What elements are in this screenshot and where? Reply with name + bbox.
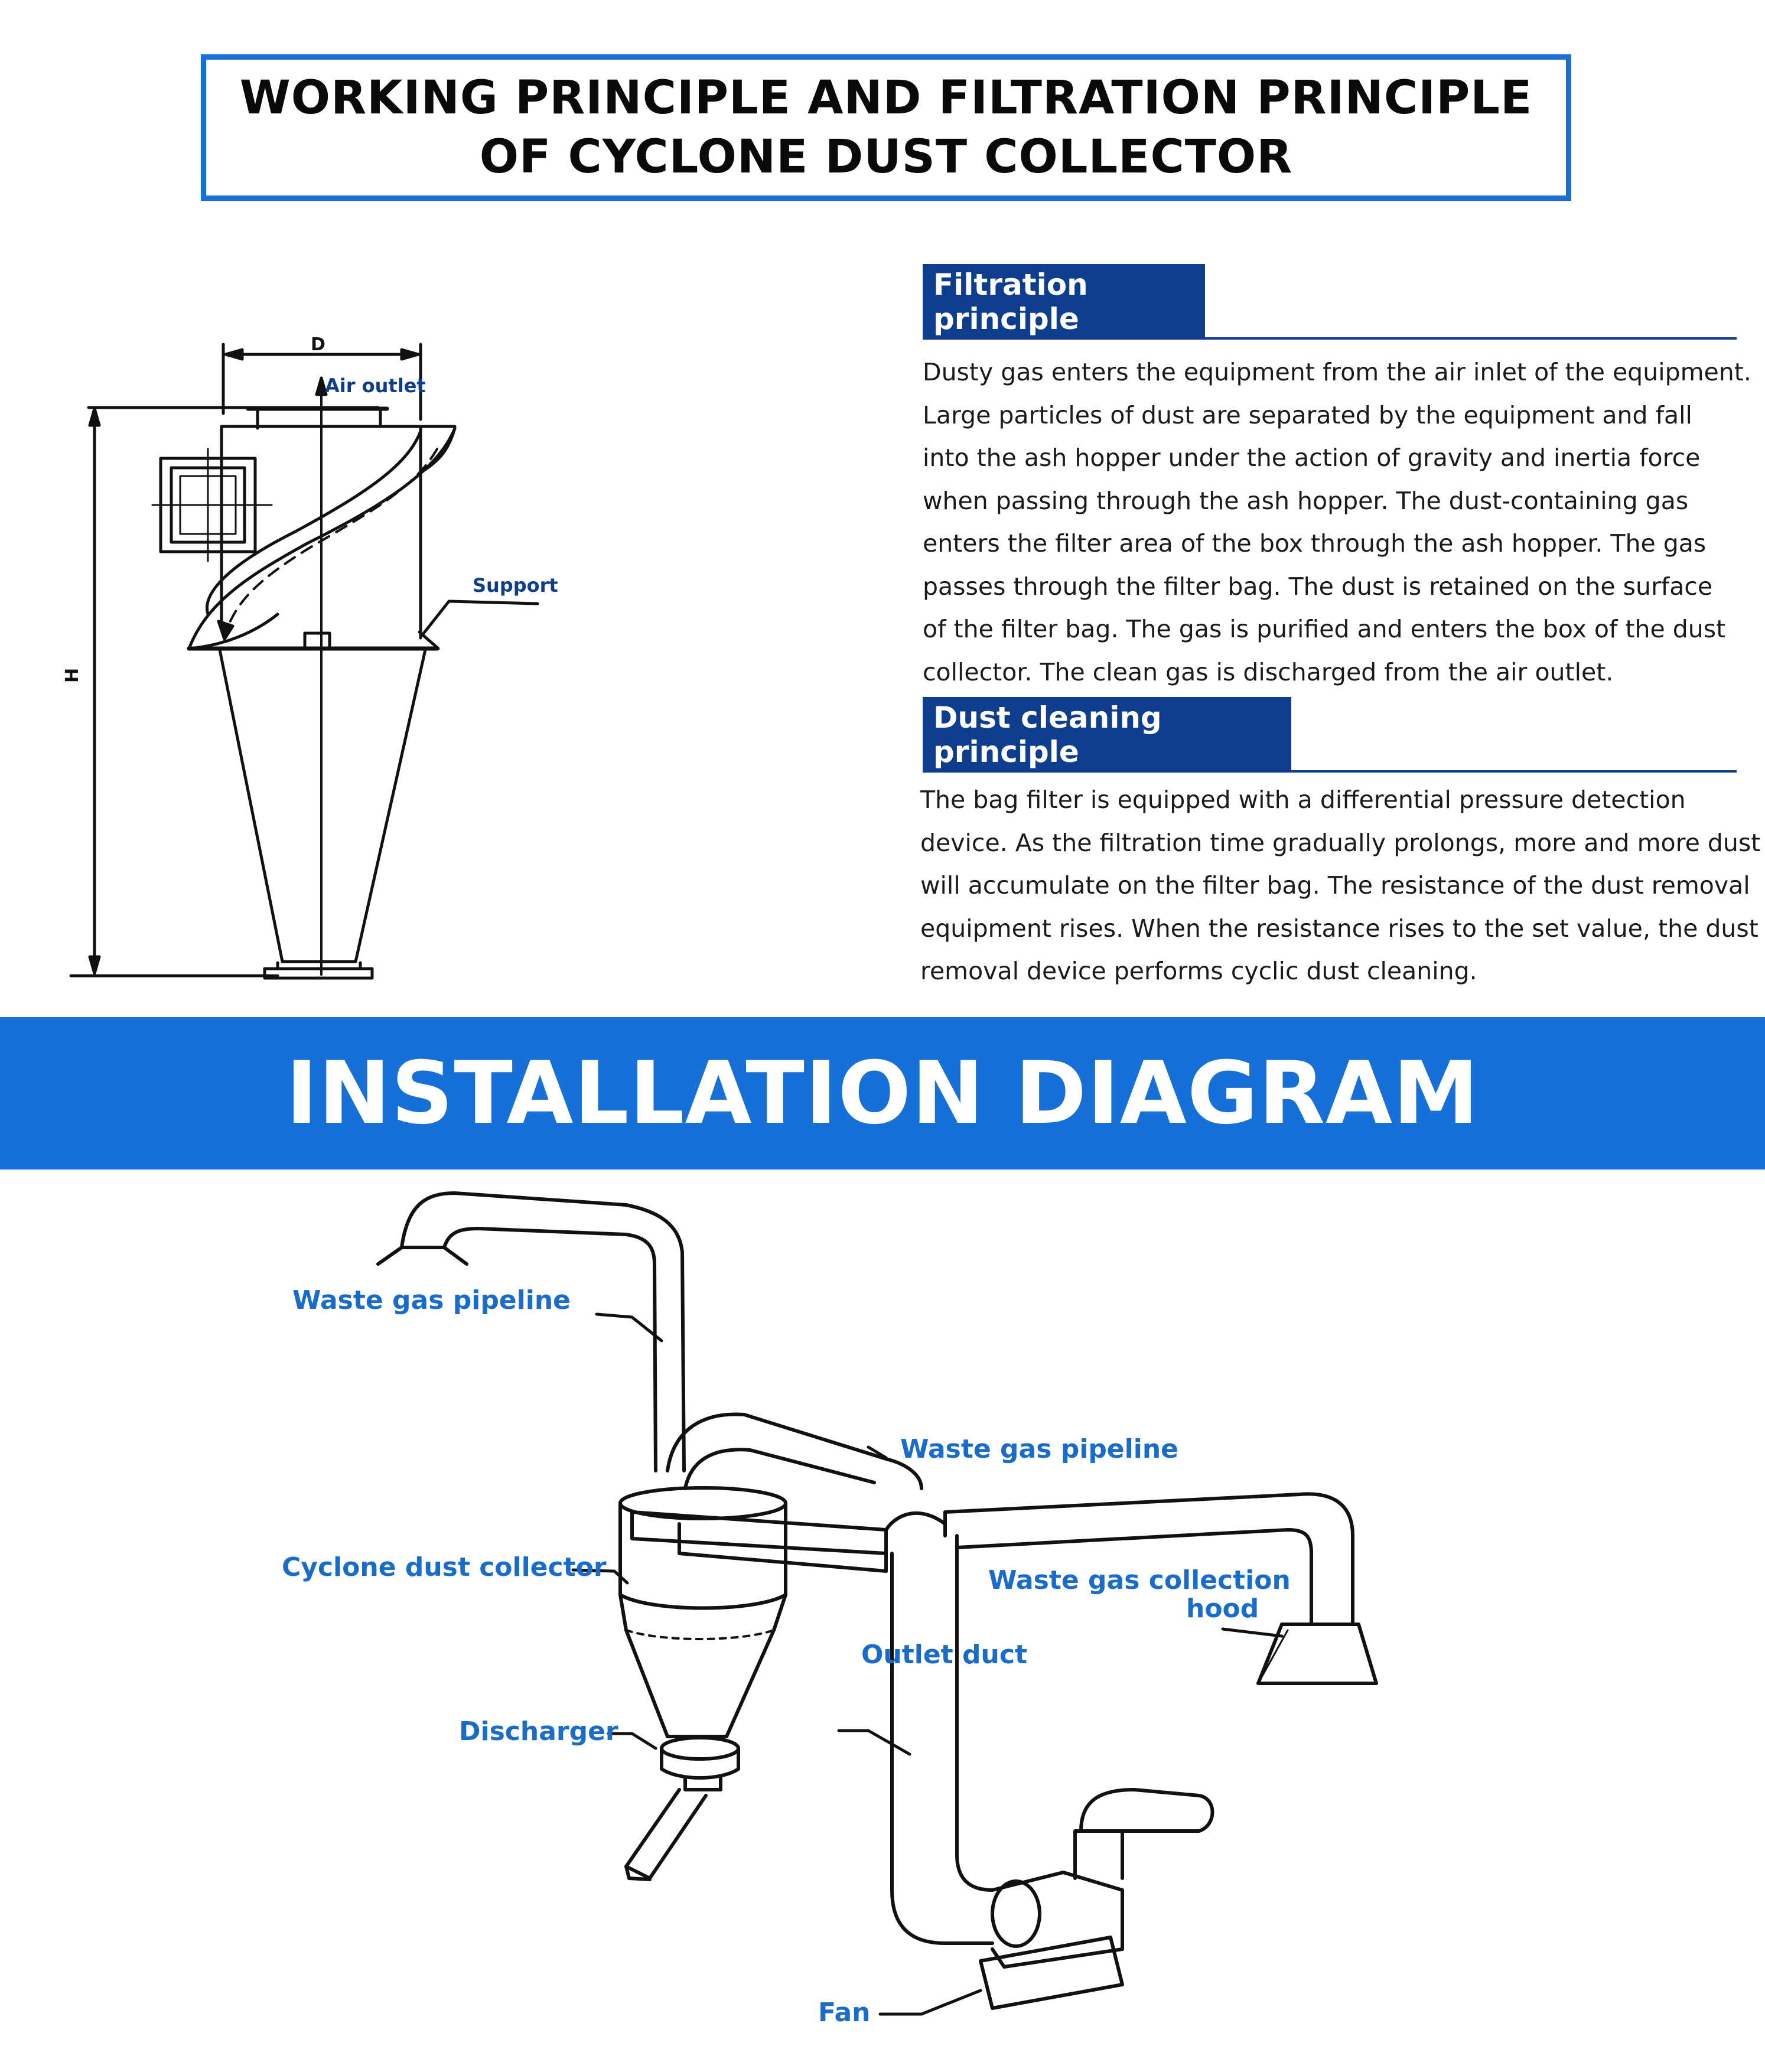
- dust-cleaning-heading: Dust cleaning principle: [923, 697, 1291, 773]
- height-label: H: [62, 667, 83, 683]
- cyclone-dust-collector-label: Cyclone dust collector: [282, 1552, 607, 1582]
- filtration-line: passes through the filter bag. The dust is retained on the surface: [923, 572, 1713, 601]
- title-line-2: OF CYCLONE DUST COLLECTOR: [479, 131, 1293, 184]
- discharger-label: Discharger: [459, 1716, 618, 1747]
- filtration-line: into the ash hopper under the action of gravity and inertia force: [923, 444, 1701, 472]
- dust-cleaning-line: removal device performs cyclic dust cleaning.: [920, 957, 1477, 985]
- waste-gas-pipeline-label-left: Waste gas pipeline: [292, 1285, 571, 1315]
- filtration-heading: Filtration principle: [923, 264, 1205, 340]
- waste-gas-collection-hood-label-1: Waste gas collection: [988, 1565, 1291, 1595]
- dust-cleaning-line: will accumulate on the filter bag. The resistance of the dust removal: [920, 871, 1750, 900]
- filtration-line: enters the filter area of the box through the ash hopper. The gas: [923, 529, 1707, 558]
- diameter-label: D: [311, 334, 325, 355]
- outlet-duct-label: Outlet duct: [861, 1640, 1027, 1670]
- title-line-1: WORKING PRINCIPLE AND FILTRATION PRINCIPLE: [239, 71, 1533, 125]
- filtration-line: Large particles of dust are separated by the equipment and fall: [923, 400, 1692, 429]
- fan-label: Fan: [818, 1998, 871, 2028]
- dust-cleaning-line: The bag filter is equipped with a differential pressure detection: [920, 786, 1686, 814]
- filtration-line: collector. The clean gas is discharged from the air outlet.: [923, 657, 1614, 686]
- filtration-line: when passing through the ash hopper. The dust-containing gas: [923, 486, 1689, 515]
- waste-gas-collection-hood-label-2: hood: [1186, 1594, 1259, 1624]
- support-label: Support: [473, 574, 558, 597]
- dust-cleaning-line: device. As the filtration time gradually prolongs, more and more dust: [920, 828, 1761, 857]
- dust-cleaning-line: equipment rises. When the resistance rises to the set value, the dust: [920, 914, 1759, 943]
- installation-banner-title: INSTALLATION DIAGRAM: [285, 1043, 1480, 1143]
- filtration-line: of the filter bag. The gas is purified and enters the box of the dust: [923, 615, 1726, 643]
- waste-gas-pipeline-label-right: Waste gas pipeline: [900, 1434, 1178, 1464]
- air-outlet-label: Air outlet: [325, 374, 426, 397]
- filtration-line: Dusty gas enters the equipment from the air inlet of the equipment.: [923, 358, 1751, 386]
